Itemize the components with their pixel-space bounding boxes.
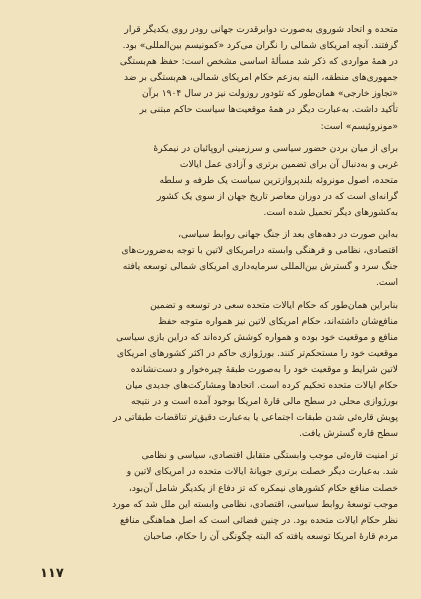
- paragraph-4: بنابراین همان‌طور که حکام ایالات متحده سعی در توسعه و تضمین منافع‌شان داشته‌اند، حکام امریکای لاتین نیز همواره متوجه حفظ منافع و موقعیت خود بوده و همواره کوشش کرده‌اند که دراین بازی سیاسی موقعیت خود را مستحکم‌تر کنند. بورژوازی حاکم در اکثر کشورهای امریکای لاتین شرایط و موقعیت خود را به‌صورت طبقهٔ چیره‌خوار و دست‌نشانده حکام ایالات متحده تحکیم کرده است. اتحادها ومشارکت‌های جدیدی میان بورژوازی محلی در سطح مالی قارهٔ امریکا بوجود آمده است و در نتیجه پویش قاره‌ئی شدن طبقات اجتماعی یا به‌عبارت دقیق‌تر تناقضات طبقاتی در سطح قاره گسترش یافت.: [113, 300, 398, 440]
- body-text: [26, 22, 398, 551]
- paragraph-5: تز امنیت قاره‌ئی موجب وابستگی متقابل اقتصادی، سیاسی و نظامی شد. به‌عبارت دیگر خصلت برتری جویانهٔ ایالات متحده در امریکای لاتین و خصلت منافع حکام کشورهای نیمکره که تز دفاع از یکدیگر شامل آن‌بود، موجب توسعهٔ روابط سیاسی، اقتصادی، نظامی وابسته این ملل شد که مورد نظر حکام ایالات متحده بود. در چنین فضائی است که اصل هماهنگی منافع مردم قارهٔ امریکا توسعه یافته که البته چگونگی آن را حکام، صاحبان: [112, 451, 398, 542]
- paragraph-2: برای از میان بردن حضور سیاسی و سرزمینی اروپائیان در نیمکرهٔ غربی و به‌دنبال آن برای تضمین برتری و آزادی عمل ایالات متحده، اصول مونروئه بلندپروازترین سیاست یک طرفه و سلطه گرانه‌ای است که در دوران معاصر تاریخ جهان از سوی یک کشور به‌کشورهای دیگر تحمیل شده است.: [153, 143, 398, 219]
- paragraph-3: به‌این صورت در دهه‌های بعد از جنگ جهانی روابط سیاسی، اقتصادی، نظامی و فرهنگی وابسته درامریکای لاتین با توجه به‌ضرورت‌های جنگ سرد و گسترش بین‌المللی سرمایه‌داری امریکای شمالی توسعه یافته است.: [121, 230, 398, 289]
- paragraph-1: متحده و اتحاد شوروی به‌صورت دوابرقدرت جهانی رودر روی یکدیگر قرار گرفتند. آنچه امریکای شمالی را نگران می‌کرد «کمونیسم بین‌المللی» بود. در همهٔ مواردی که ذکر شد مسألهٔ اساسی مشخص است: حفظ هم‌بستگی جمهوری‌های منطقه، البته به‌زعم حکام امریکای شمالی، هم‌بستگی بر ضد «تجاوز خارجی» همان‌طور که تئودور روزولت نیز در سال ۱۹۰۴ برآن تأکید داشت. به‌عبارت دیگر در همهٔ موقعیت‌ها سیاست حاکم مبتنی بر «مونروئیسم» است:: [119, 25, 398, 132]
- page-number: ۱۱۷: [40, 566, 64, 581]
